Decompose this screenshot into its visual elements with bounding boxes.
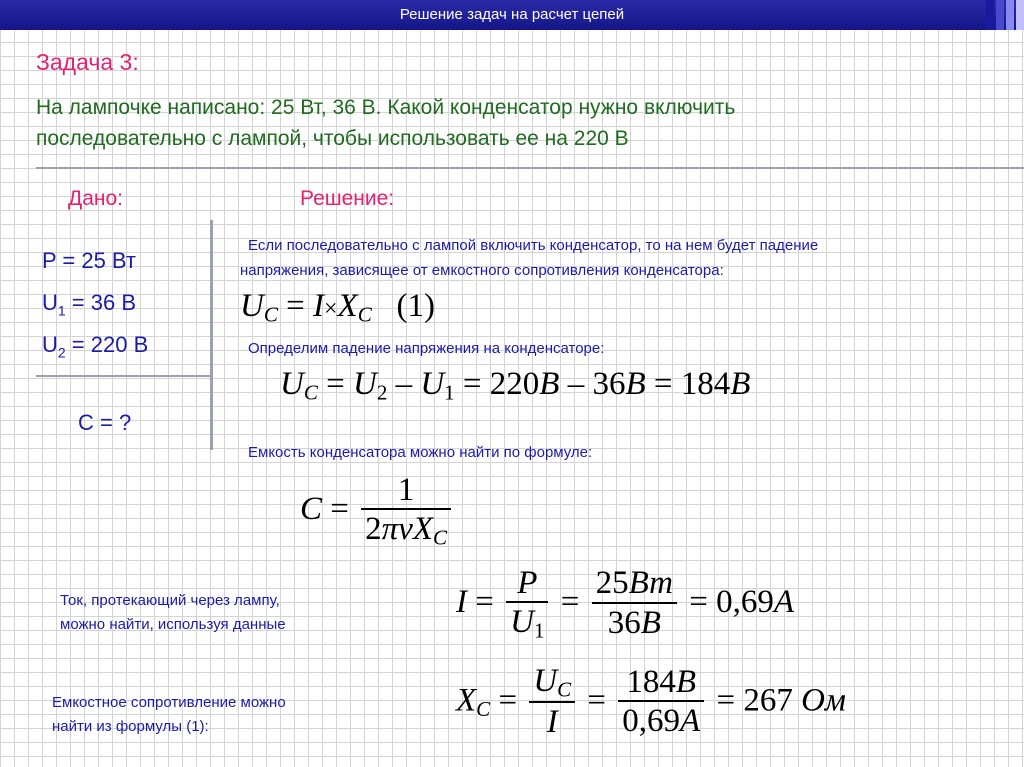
formula-voltage-capacitor: $U_C = I\times X_C$ (1) bbox=[240, 288, 435, 327]
solution-step1-line1: Если последовательно с лампой включить конденсатор, то на нем будет падение bbox=[248, 237, 819, 254]
header-decoration bbox=[986, 0, 994, 30]
given-horizontal-divider bbox=[36, 375, 213, 377]
formula-reactance: $X_C$ = $\frac{U_C}{I}$ = $\frac{184B}{0,69A}$ = 267 Ом bbox=[456, 663, 846, 743]
task-divider bbox=[36, 167, 1024, 169]
capacitance-fraction: $\frac{1}{2\pi\nu X_C}$ bbox=[361, 472, 451, 551]
given-voltage-2: $U_2 = 220$ В bbox=[42, 332, 149, 361]
given-label: Дано: bbox=[68, 187, 124, 210]
task-text-line1: На лампочке написано: 25 Вт, 36 В. Какой конденсатор нужно включить bbox=[36, 96, 736, 119]
solution-step3: Емкость конденсатора можно найти по формуле: bbox=[248, 444, 593, 461]
solution-step5-line2: найти из формулы (1): bbox=[52, 718, 209, 735]
given-vertical-divider bbox=[210, 220, 213, 450]
header-bar bbox=[0, 0, 1024, 30]
formula-current: I = $\frac{P}{U_1}$ = $\frac{25Вт}{36B}$ = 0,69A bbox=[456, 565, 795, 643]
reactance-fraction-symbolic: $\frac{U_C}{I}$ bbox=[529, 663, 575, 743]
solution-step4-line1: Ток, протекающий через лампу, bbox=[60, 592, 280, 609]
solution-step1-line2: напряжения, зависящее от емкостного сопротивления конденсатора: bbox=[240, 262, 724, 279]
header-decoration bbox=[1006, 0, 1014, 30]
current-fraction-symbolic: $\frac{P}{U_1}$ bbox=[506, 565, 548, 644]
find-capacitance: C = ? bbox=[78, 410, 132, 435]
solution-step4-line2: можно найти, используя данные bbox=[60, 616, 286, 633]
formula-capacitance: C = $\frac{1}{2\pi\nu X_C}$ bbox=[300, 472, 455, 551]
solution-step5-line1: Емкостное сопротивление можно bbox=[52, 694, 286, 711]
formula-voltage-drop: $U_C = U_2 - U_1 = 220B - 36B = 184B$ bbox=[280, 366, 751, 405]
solution-label: Решение: bbox=[300, 187, 395, 210]
task-title: Задача 3: bbox=[36, 49, 139, 75]
task-text-line2: последовательно с лампой, чтобы использовать ее на 220 В bbox=[36, 127, 629, 150]
current-fraction-numeric: $\frac{25Вт}{36B}$ bbox=[592, 565, 677, 643]
given-voltage-1: $U_1 = 36$ В bbox=[42, 290, 137, 319]
header-decoration bbox=[996, 0, 1004, 30]
header-decoration bbox=[1016, 0, 1024, 30]
header-title: Решение задач на расчет цепей bbox=[399, 6, 625, 23]
solution-step2: Определим падение напряжения на конденсаторе: bbox=[248, 340, 605, 357]
reactance-fraction-numeric: $\frac{184B}{0,69A}$ bbox=[618, 664, 704, 742]
given-power: P = 25 Вт bbox=[42, 248, 136, 273]
